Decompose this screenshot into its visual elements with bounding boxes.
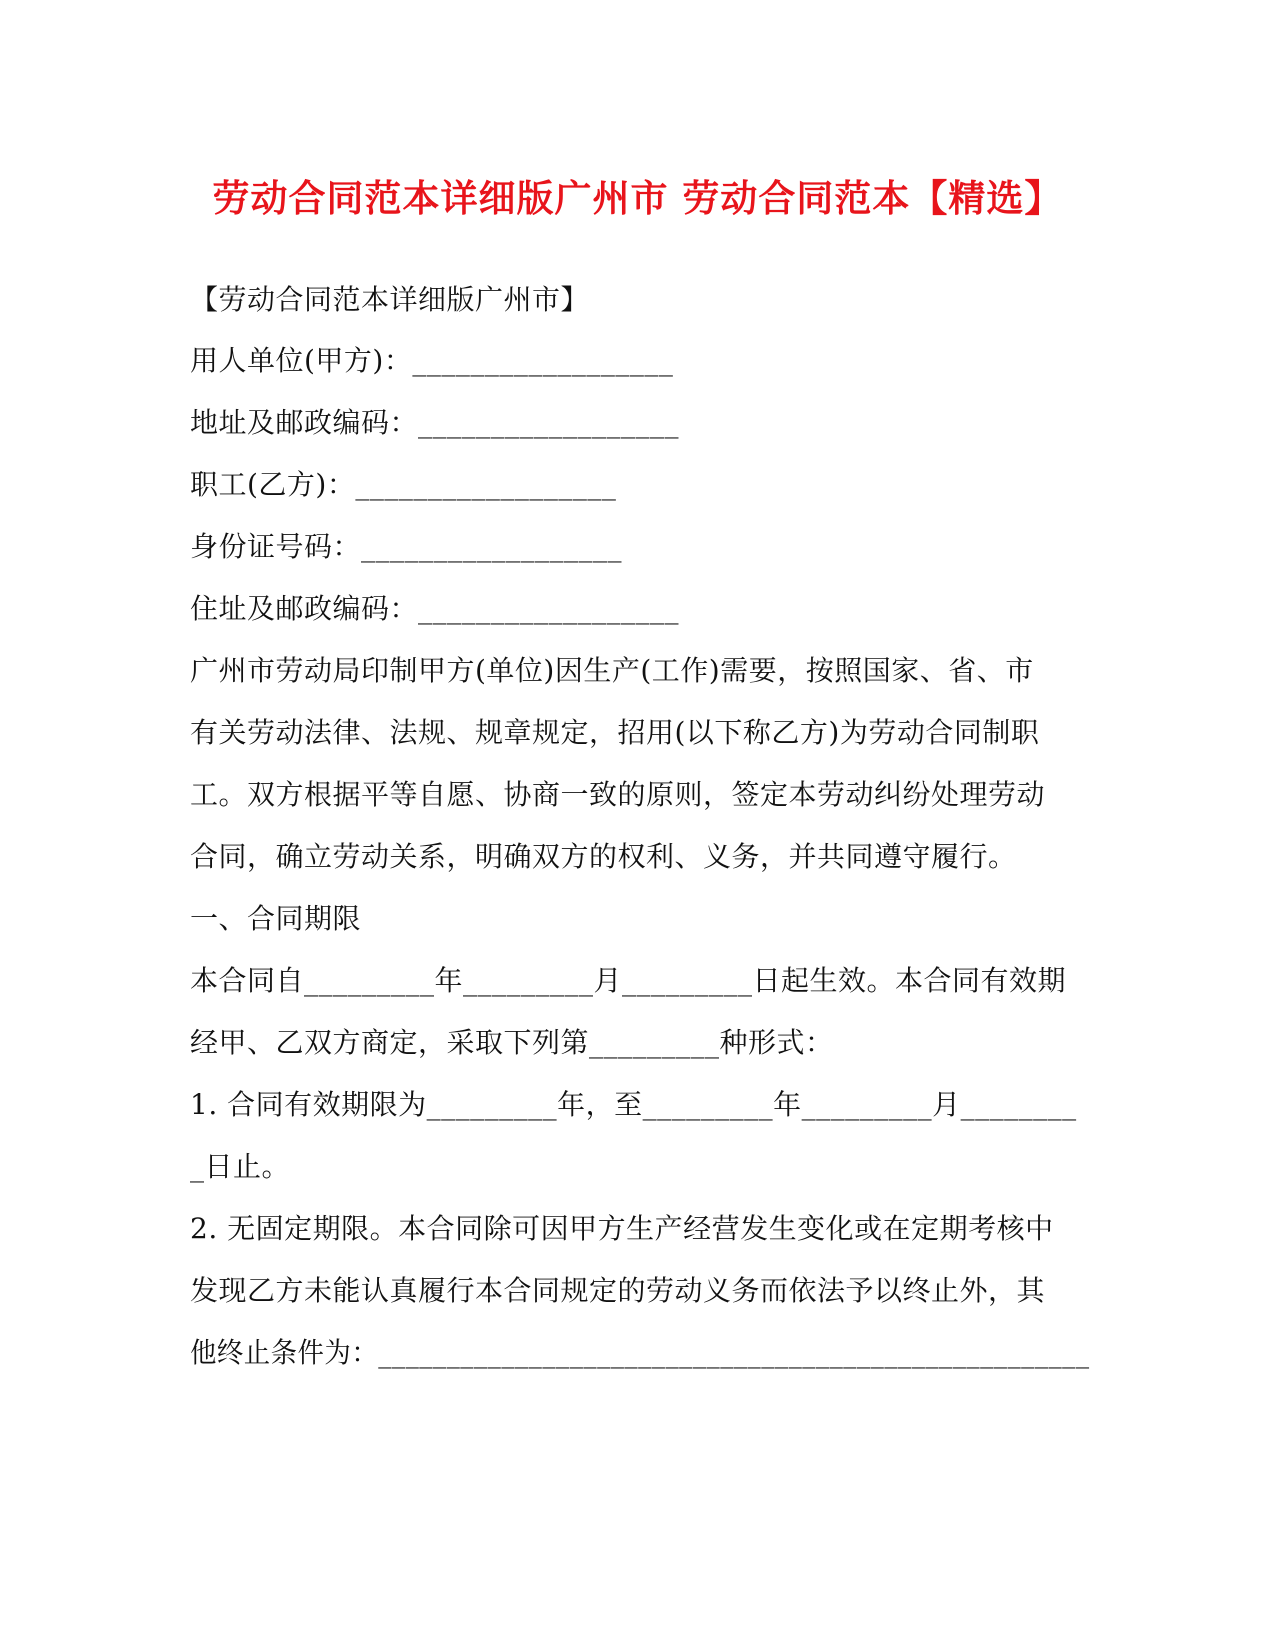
paragraph-line: 发现乙方未能认真履行本合同规定的劳动义务而依法予以终止外，其 (190, 1274, 1046, 1307)
paragraph-line: 工。双方根据平等自愿、协商一致的原则，签定本劳动纠纷处理劳动 (190, 778, 1046, 811)
paragraph-line: 广州市劳动局印制甲方(单位)因生产(工作)需要，按照国家、省、市 (190, 654, 1034, 687)
paragraph-line: 有关劳动法律、法规、规章规定，招用(以下称乙方)为劳动合同制职 (190, 716, 1040, 749)
paragraph-line: 1. 合同有效期限为_________年，至_________年_________月________ (190, 1088, 1077, 1121)
document-title: 劳动合同范本详细版广州市 劳动合同范本【精选】 (212, 176, 1063, 220)
employer-field-line: 用人单位(甲方)：__________________ (190, 344, 674, 377)
paragraph-line: 经甲、乙双方商定，采取下列第_________种形式： (190, 1026, 834, 1059)
clause-heading: 一、合同期限 (190, 902, 362, 935)
employer-address-field-line: 地址及邮政编码：__________________ (190, 406, 680, 439)
section-heading: 【劳动合同范本详细版广州市】 (190, 283, 590, 316)
paragraph-line: 他终止条件为：____________________________________________________ (190, 1336, 1090, 1369)
paragraph-line: 本合同自_________年_________月_________日起生效。本合同有效期 (190, 964, 1067, 997)
residence-address-field-line: 住址及邮政编码：__________________ (190, 592, 680, 625)
paragraph-line: _日止。 (190, 1150, 291, 1183)
id-number-field-line: 身份证号码：__________________ (190, 530, 623, 563)
employee-field-line: 职工(乙方)：__________________ (190, 468, 617, 501)
paragraph-line: 2. 无固定期限。本合同除可因甲方生产经营发生变化或在定期考核中 (190, 1212, 1054, 1245)
paragraph-line: 合同，确立劳动关系，明确双方的权利、义务，并共同遵守履行。 (190, 840, 1017, 873)
